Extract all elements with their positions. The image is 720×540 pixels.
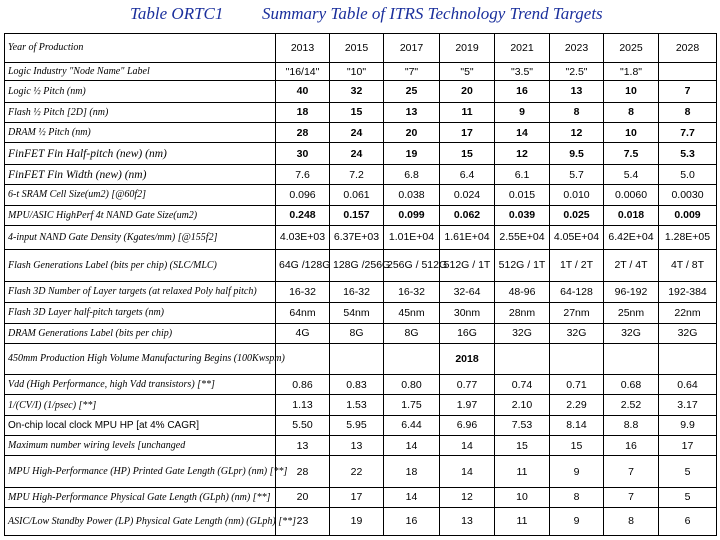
table-cell: 0.061	[330, 185, 384, 205]
table-cell: 32G	[495, 323, 550, 343]
table-row	[5, 185, 717, 205]
table-cell: 0.015	[495, 185, 550, 205]
table-cell: 6.42E+04	[604, 225, 659, 249]
table-title: Summary Table of ITRS Technology Trend Targets	[262, 4, 603, 23]
table-cell: 8	[550, 487, 604, 507]
table-cell: 8.14	[550, 415, 604, 435]
table-cell	[330, 343, 384, 374]
table-cell: 64-128	[550, 281, 604, 302]
table-cell: 20	[384, 123, 440, 143]
table-cell: 64nm	[276, 303, 330, 323]
table-cell: 32	[330, 81, 384, 102]
table-row	[5, 102, 717, 122]
table-cell: 9.9	[659, 415, 717, 435]
table-row	[5, 436, 717, 456]
table-row	[5, 395, 717, 415]
table-cell: 5.95	[330, 415, 384, 435]
table-cell: 2.29	[550, 395, 604, 415]
table-cell: 40	[276, 81, 330, 102]
table-cell: 1.53	[330, 395, 384, 415]
table-cell: 5.4	[604, 164, 659, 184]
table-cell: 12	[440, 487, 495, 507]
table-cell: 13	[276, 436, 330, 456]
table-cell: 16-32	[276, 281, 330, 302]
table-cell: 32-64	[440, 281, 495, 302]
table-cell: 10	[604, 123, 659, 143]
table-row	[5, 374, 717, 394]
table-cell: 7	[659, 81, 717, 102]
row-label: 4-input NAND Gate Density (Kgates/mm) [@155f2]	[5, 225, 276, 249]
table-cell: 13	[384, 102, 440, 122]
row-label: On-chip local clock MPU HP [at 4% CAGR]	[5, 415, 276, 435]
table-cell: 7.5	[604, 143, 659, 164]
table-cell: 8	[604, 102, 659, 122]
table-row	[5, 143, 717, 164]
table-cell	[495, 343, 550, 374]
table-cell: 1T / 2T	[550, 249, 604, 281]
table-cell: 2.55E+04	[495, 225, 550, 249]
table-cell: 6.37E+03	[330, 225, 384, 249]
table-cell: 3.17	[659, 395, 717, 415]
table-cell: 5	[659, 487, 717, 507]
table-cell: 9.5	[550, 143, 604, 164]
table-cell: 7	[604, 487, 659, 507]
table-cell: 8	[604, 507, 659, 535]
table-cell: 15	[440, 143, 495, 164]
table-row	[5, 205, 717, 225]
row-label: Maximum number wiring levels [unchanged	[5, 436, 276, 456]
table-cell: 10	[495, 487, 550, 507]
table-cell: 8G	[330, 323, 384, 343]
year-cell: 2019	[440, 34, 495, 63]
itrs-summary-table	[4, 33, 717, 536]
table-cell: 2.10	[495, 395, 550, 415]
table-row	[5, 164, 717, 184]
table-cell: 15	[495, 436, 550, 456]
table-cell: 6.1	[495, 164, 550, 184]
table-cell: 0.83	[330, 374, 384, 394]
table-cell: 0.86	[276, 374, 330, 394]
header-row	[5, 34, 717, 63]
table-cell: 0.68	[604, 374, 659, 394]
table-cell: 17	[330, 487, 384, 507]
table-cell: 0.062	[440, 205, 495, 225]
table-cell: 14	[384, 436, 440, 456]
table-row	[5, 323, 717, 343]
table-cell: 28	[276, 456, 330, 487]
table-cell: 24	[330, 143, 384, 164]
table-cell: 7.7	[659, 123, 717, 143]
year-cell: 2021	[495, 34, 550, 63]
table-row	[5, 81, 717, 102]
table-cell: 19	[330, 507, 384, 535]
table-cell: 2.52	[604, 395, 659, 415]
table-cell: 5.3	[659, 143, 717, 164]
table-cell: 5.50	[276, 415, 330, 435]
table-cell: 13	[330, 436, 384, 456]
header-label: Year of Production	[5, 34, 276, 63]
table-cell	[550, 343, 604, 374]
row-label: MPU/ASIC HighPerf 4t NAND Gate Size(um2)	[5, 205, 276, 225]
row-label: Logic Industry "Node Name" Label	[5, 62, 276, 80]
table-cell: 18	[276, 102, 330, 122]
table-cell: 5.0	[659, 164, 717, 184]
table-cell: 16	[604, 436, 659, 456]
table-cell: 1.97	[440, 395, 495, 415]
table-cell: 20	[440, 81, 495, 102]
table-cell: 9	[550, 456, 604, 487]
table-cell: 1.13	[276, 395, 330, 415]
table-cell: 22	[330, 456, 384, 487]
table-row	[5, 343, 717, 374]
table-cell: 7.6	[276, 164, 330, 184]
row-label: MPU High-Performance Physical Gate Length (GLph) (nm) [**]	[5, 487, 276, 507]
table-cell: 6	[659, 507, 717, 535]
table-cell: "16/14"	[276, 62, 330, 80]
table-cell: 4G	[276, 323, 330, 343]
row-label: Flash Generations Label (bits per chip) (SLC/MLC)	[5, 249, 276, 281]
table-cell: 9	[495, 102, 550, 122]
table-cell: 14	[495, 123, 550, 143]
table-cell: 16	[495, 81, 550, 102]
table-cell: 8	[659, 102, 717, 122]
table-cell: 12	[550, 123, 604, 143]
table-cell: 28nm	[495, 303, 550, 323]
table-cell: 32G	[550, 323, 604, 343]
table-cell: 48-96	[495, 281, 550, 302]
table-cell: 192-384	[659, 281, 717, 302]
table-cell: 20	[276, 487, 330, 507]
table-cell: 7.2	[330, 164, 384, 184]
table-cell: 5	[659, 456, 717, 487]
table-cell: 96-192	[604, 281, 659, 302]
table-cell: 0.0030	[659, 185, 717, 205]
table-cell	[659, 62, 717, 80]
table-cell: 6.44	[384, 415, 440, 435]
table-cell: 19	[384, 143, 440, 164]
table-id: Table ORTC1	[130, 4, 224, 23]
table-cell: 16-32	[330, 281, 384, 302]
row-label: DRAM ½ Pitch (nm)	[5, 123, 276, 143]
year-cell: 2028	[659, 34, 717, 63]
table-cell: 30nm	[440, 303, 495, 323]
table-cell: 0.64	[659, 374, 717, 394]
table-cell: 17	[659, 436, 717, 456]
table-cell: 0.77	[440, 374, 495, 394]
table-cell: 12	[495, 143, 550, 164]
table-cell: 30	[276, 143, 330, 164]
table-cell: 4T / 8T	[659, 249, 717, 281]
table-cell: 32G	[604, 323, 659, 343]
page-title-bar	[0, 4, 720, 28]
table-cell: 15	[550, 436, 604, 456]
table-cell: 1.28E+05	[659, 225, 717, 249]
table-cell: 0.039	[495, 205, 550, 225]
year-cell: 2023	[550, 34, 604, 63]
row-label: Logic ½ Pitch (nm)	[5, 81, 276, 102]
table-cell: 128G /256G	[330, 249, 384, 281]
row-label: 450mm Production High Volume Manufacturing Begins (100Kwspm)	[5, 343, 276, 374]
table-cell: 27nm	[550, 303, 604, 323]
table-cell: "2.5"	[550, 62, 604, 80]
table-cell: 0.018	[604, 205, 659, 225]
row-label: Flash ½ Pitch [2D] (nm)	[5, 102, 276, 122]
table-row	[5, 249, 717, 281]
table-cell: 6.8	[384, 164, 440, 184]
table-cell: 16-32	[384, 281, 440, 302]
table-cell: "7"	[384, 62, 440, 80]
table-row	[5, 487, 717, 507]
row-label: FinFET Fin Width (new) (nm)	[5, 164, 276, 184]
table-cell: 23	[276, 507, 330, 535]
table-cell: 8G	[384, 323, 440, 343]
table-cell	[659, 343, 717, 374]
table-cell: 14	[440, 456, 495, 487]
table-cell: 7.53	[495, 415, 550, 435]
table-cell: 0.80	[384, 374, 440, 394]
row-label: 6-t SRAM Cell Size(um2) [@60f2]	[5, 185, 276, 205]
table-cell: 0.71	[550, 374, 604, 394]
table-cell: 10	[604, 81, 659, 102]
row-label: Flash 3D Layer half-pitch targets (nm)	[5, 303, 276, 323]
table-row	[5, 62, 717, 80]
year-cell: 2013	[276, 34, 330, 63]
table-cell: 11	[495, 456, 550, 487]
table-cell: 512G / 1T	[440, 249, 495, 281]
table-cell: 45nm	[384, 303, 440, 323]
row-label: 1/(CV/I) (1/psec) [**]	[5, 395, 276, 415]
table-cell: 2T / 4T	[604, 249, 659, 281]
table-row	[5, 415, 717, 435]
table-cell: 16	[384, 507, 440, 535]
year-cell: 2025	[604, 34, 659, 63]
table-cell: 22nm	[659, 303, 717, 323]
table-cell: 25	[384, 81, 440, 102]
table-cell: 1.61E+04	[440, 225, 495, 249]
table-row	[5, 456, 717, 487]
table-cell: 9	[550, 507, 604, 535]
row-label: MPU High-Performance (HP) Printed Gate Length (GLpr) (nm) [**]	[5, 456, 276, 487]
table-cell: 64G /128G	[276, 249, 330, 281]
table-cell: 0.099	[384, 205, 440, 225]
table-cell: 7	[604, 456, 659, 487]
table-row	[5, 303, 717, 323]
table-cell: 16G	[440, 323, 495, 343]
table-cell: 0.157	[330, 205, 384, 225]
table-cell: "3.5"	[495, 62, 550, 80]
table-cell: 18	[384, 456, 440, 487]
table-cell: 6.4	[440, 164, 495, 184]
table-cell	[384, 343, 440, 374]
table-cell: 256G / 512G	[384, 249, 440, 281]
table-cell: 15	[330, 102, 384, 122]
table-cell: 5.7	[550, 164, 604, 184]
table-cell: 1.75	[384, 395, 440, 415]
table-cell: 25nm	[604, 303, 659, 323]
table-row	[5, 225, 717, 249]
row-label: ASIC/Low Standby Power (LP) Physical Gate Length (nm) (GLph) [**]	[5, 507, 276, 535]
table-cell: 54nm	[330, 303, 384, 323]
table-cell	[604, 343, 659, 374]
table-cell: 14	[384, 487, 440, 507]
table-cell: 0.74	[495, 374, 550, 394]
table-cell: 1.01E+04	[384, 225, 440, 249]
row-label: Flash 3D Number of Layer targets (at relaxed Poly half pitch)	[5, 281, 276, 302]
table-cell: 32G	[659, 323, 717, 343]
table-cell: 0.248	[276, 205, 330, 225]
table-cell: "5"	[440, 62, 495, 80]
table-cell: 0.038	[384, 185, 440, 205]
table-cell: 8.8	[604, 415, 659, 435]
table-cell: 11	[440, 102, 495, 122]
table-cell: 0.024	[440, 185, 495, 205]
table-cell: 17	[440, 123, 495, 143]
table-cell: 8	[550, 102, 604, 122]
table-cell: 2018	[440, 343, 495, 374]
year-cell: 2015	[330, 34, 384, 63]
table-cell: 28	[276, 123, 330, 143]
table-row	[5, 281, 717, 302]
table-cell: 4.03E+03	[276, 225, 330, 249]
table-cell: 4.05E+04	[550, 225, 604, 249]
table-cell: "1.8"	[604, 62, 659, 80]
year-cell: 2017	[384, 34, 440, 63]
table-cell: 11	[495, 507, 550, 535]
table-cell: 0.009	[659, 205, 717, 225]
table-cell: 0.0060	[604, 185, 659, 205]
table-cell: 14	[440, 436, 495, 456]
table-cell: 6.96	[440, 415, 495, 435]
table-cell: "10"	[330, 62, 384, 80]
table-cell: 0.025	[550, 205, 604, 225]
table-row	[5, 123, 717, 143]
row-label: Vdd (High Performance, high Vdd transistors) [**]	[5, 374, 276, 394]
row-label: FinFET Fin Half-pitch (new) (nm)	[5, 143, 276, 164]
table-row	[5, 507, 717, 535]
table-cell: 13	[440, 507, 495, 535]
table-cell: 0.096	[276, 185, 330, 205]
table-cell: 24	[330, 123, 384, 143]
row-label: DRAM Generations Label (bits per chip)	[5, 323, 276, 343]
table-cell: 13	[550, 81, 604, 102]
table-cell: 0.010	[550, 185, 604, 205]
table-cell: 512G / 1T	[495, 249, 550, 281]
